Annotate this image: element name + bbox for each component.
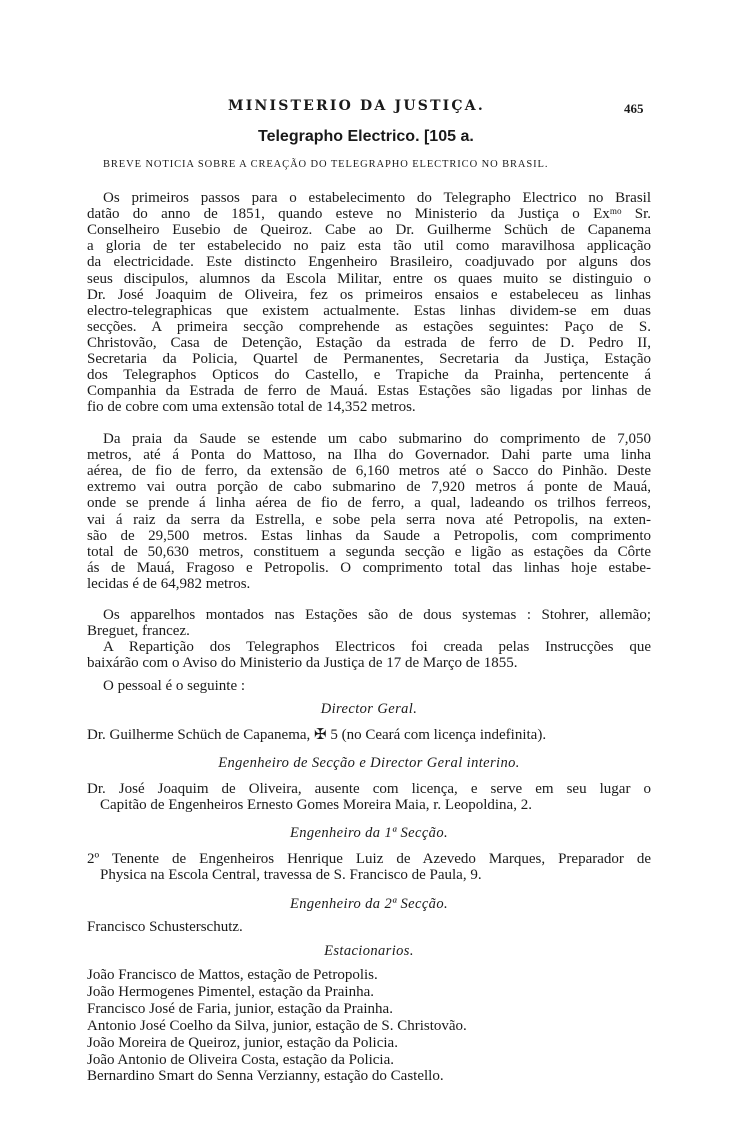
paragraph-line: total de 50,630 metros, constituem a segunda secção e ligão as estações da Côrte <box>87 543 651 560</box>
paragraph-line: seus discipulos, alumnos da Escola Militar, entre os quaes muito se distinguio o <box>87 270 651 287</box>
paragraph-line: da electricidade. Este distincto Engenheiro Brasileiro, coadjuvado por alguns dos <box>87 254 651 271</box>
list-item: Antonio José Coelho da Silva, junior, estação de S. Christovão. <box>87 1017 467 1034</box>
personnel-entry: Dr. José Joaquim de Oliveira, ausente com licença, e serve em seu lugar o <box>87 781 651 797</box>
paragraph-line: A Repartição dos Telegraphos Electricos foi creada pelas Instrucções que <box>103 639 651 655</box>
list-item: João Moreira de Queiroz, junior, estação da Policia. <box>87 1034 398 1051</box>
paragraph-line: metros, até á Ponta do Mattoso, na Ilha do Governador. Dahi parte uma linha <box>87 447 651 464</box>
paragraph-line: Breguet, francez. <box>87 623 190 640</box>
paragraph-line: baixárão com o Aviso do Ministerio da Justiça de 17 de Março de 1855. <box>87 655 518 672</box>
section-heading: Engenheiro da 1ª Secção. <box>289 825 449 841</box>
page-number: 465 <box>624 101 644 116</box>
section-heading: Estacionarios. <box>324 943 414 959</box>
paragraph-line: ás de Mauá, Fragoso e Petropolis. O comprimento total das linhas hoje estabe- <box>87 559 651 576</box>
paragraph-line: dos Telegraphos Opticos do Castello, e Trapiche da Prainha, pertencente á <box>87 367 651 384</box>
section-heading: Director Geral. <box>320 701 418 717</box>
paragraph-line: Conselheiro Eusebio de Queiroz. Cabe ao Dr. Guilherme Schüch de Capanema <box>87 222 651 239</box>
subtitle: BREVE NOTICIA SOBRE A CREAÇÃO DO TELEGRAPHO ELECTRICO NO BRASIL. <box>103 159 549 170</box>
paragraph-line: onde se prende á linha aérea de fio de ferro, a qual, ladeando os trilhos ferreos, <box>87 495 651 512</box>
section-heading: Engenheiro de Secção e Director Geral interino. <box>218 755 520 771</box>
paragraph-line: Companhia da Estrada de ferro de Mauá. Estas Estações são ligadas por linhas de <box>87 383 651 400</box>
paragraph-line: datão do anno de 1851, quando esteve no Ministerio da Justiça o Exᵐᵒ Sr. <box>87 206 651 223</box>
paragraph-line: secções. A primeira secção comprehende as estações seguintes: Paço de S. <box>87 318 651 335</box>
paragraph-line: electro-telegraphicas que existem actualmente. Estas linhas dividem-se em duas <box>87 302 651 319</box>
paragraph-line: Os apparelhos montados nas Estações são de dous systemas : Stohrer, allemão; <box>103 607 651 623</box>
list-item: João Hermogenes Pimentel, estação da Prainha. <box>87 983 374 1000</box>
paragraph-line: lecidas é de 64,982 metros. <box>87 575 251 592</box>
personnel-entry: 2º Tenente de Engenheiros Henrique Luiz de Azevedo Marques, Preparador de <box>87 851 651 867</box>
section-title: Telegrapho Electrico. [105 a. <box>258 128 474 145</box>
list-item: João Antonio de Oliveira Costa, estação da Policia. <box>87 1051 395 1068</box>
personnel-entry: Physica na Escola Central, travessa de S. Francisco de Paula, 9. <box>100 867 482 883</box>
list-item: João Francisco de Mattos, estação de Petropolis. <box>87 967 378 983</box>
personnel-entry: Francisco Schusterschutz. <box>87 919 243 935</box>
paragraph-line: extremo vai outra porção de cabo submarino de 7,920 metros á ponte de Mauá, <box>87 479 651 496</box>
paragraph-line: a gloria de ter estabelecido no paiz esta tão util como maravilhosa applicação <box>87 238 651 255</box>
list-item: Bernardino Smart do Senna Verzianny, estação do Castello. <box>87 1068 444 1085</box>
paragraph-line: fio de cobre com uma extensão total de 14,352 metros. <box>87 399 416 416</box>
section-heading: Engenheiro da 2ª Secção. <box>289 896 449 912</box>
paragraph-line: são de 29,500 metros. Estas linhas da Saude a Petropolis, com comprimento <box>87 527 651 544</box>
running-title: MINISTERIO DA JUSTIÇA. <box>228 98 485 114</box>
paragraph-line: Da praia da Saude se estende um cabo submarino do comprimento de 7,050 <box>103 431 651 447</box>
paragraph-line: Os primeiros passos para o estabelecimento do Telegrapho Electrico no Brasil <box>103 190 651 206</box>
paragraph-line: Christovão, Casa de Detenção, Estação da estrada de ferro de D. Pedro II, <box>87 334 651 351</box>
paragraph-line: aérea, de fio de ferro, da extensão de 6,160 metros até o Sacco do Pinhão. Deste <box>87 463 651 480</box>
paragraph-line: Dr. José Joaquim de Oliveira, fez os primeiros ensaios e estabeleceu as linhas <box>87 286 651 303</box>
paragraph-line: O pessoal é o seguinte : <box>103 678 246 694</box>
paragraph-line: vai á raiz da serra da Estrella, e sobe pela serra nova até Petropolis, na exten- <box>87 511 651 528</box>
personnel-entry: Dr. Guilherme Schüch de Capanema, ✠ 5 (no Ceará com licença indefinita). <box>87 727 547 743</box>
paragraph-line: Secretaria da Policia, Quartel de Permanentes, Secretaria da Justiça, Estação <box>87 351 651 367</box>
personnel-entry: Capitão de Engenheiros Ernesto Gomes Moreira Maia, r. Leopoldina, 2. <box>100 797 532 813</box>
list-item: Francisco José de Faria, junior, estação da Prainha. <box>87 1000 393 1017</box>
